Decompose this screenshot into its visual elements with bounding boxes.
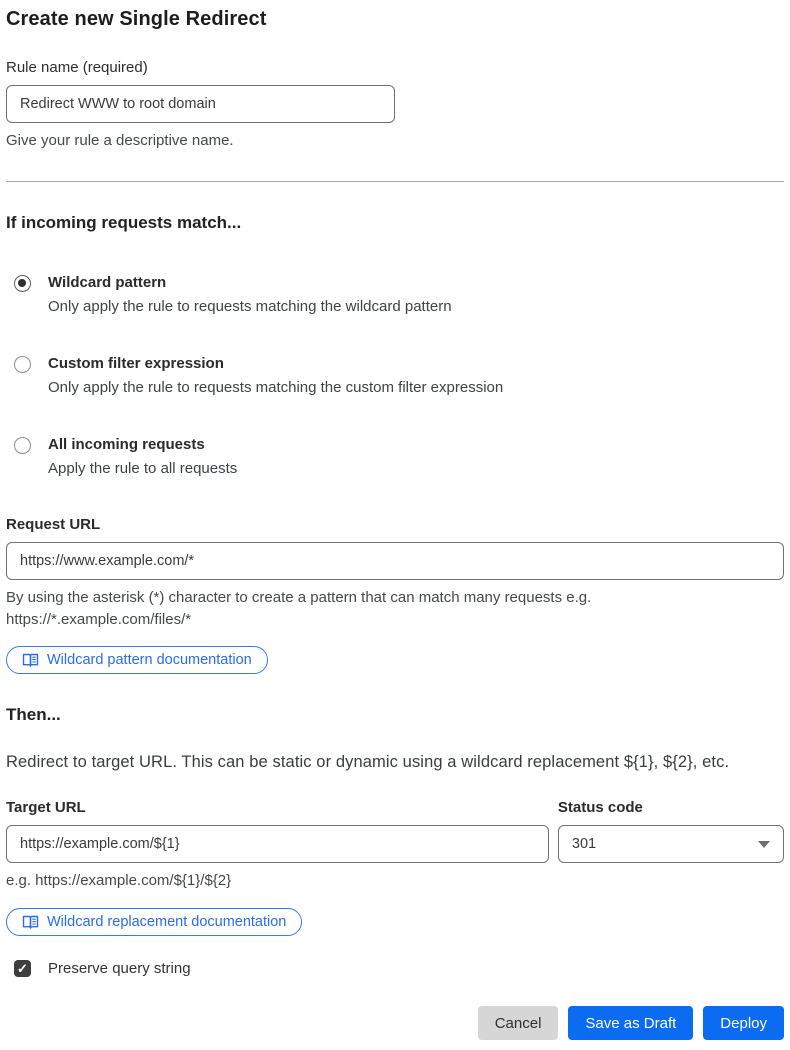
radio-option-description: Only apply the rule to requests matching the custom filter expression	[48, 379, 504, 397]
radio-option-description: Only apply the rule to requests matching the wildcard pattern	[48, 298, 452, 316]
book-icon	[22, 653, 39, 668]
wildcard-pattern-doc-button[interactable]	[6, 646, 268, 674]
status-code-label: Status code	[557, 799, 643, 817]
request-url-helper-line2: https://*.example.com/files/*	[6, 610, 192, 628]
match-type-radio-group	[6, 273, 784, 479]
radio-option-description: Apply the rule to all requests	[48, 460, 238, 478]
radio-option-label: Wildcard pattern	[48, 273, 167, 291]
radio-button-icon[interactable]	[14, 275, 31, 292]
rule-name-field	[6, 59, 784, 152]
radio-button-icon[interactable]	[14, 437, 31, 454]
wildcard-pattern-doc-button-label: Wildcard pattern documentation	[47, 652, 252, 669]
rule-name-helper: Give your rule a descriptive name.	[6, 132, 234, 149]
save-as-draft-button[interactable]: Save as Draft	[568, 1006, 693, 1040]
footer-actions	[6, 1006, 784, 1040]
section-divider	[6, 181, 784, 182]
book-icon	[22, 915, 39, 930]
checkbox-icon[interactable]	[14, 960, 31, 977]
request-url-field	[6, 516, 784, 675]
match-section-heading: If incoming requests match...	[6, 212, 242, 232]
then-section-heading: Then...	[6, 705, 61, 725]
deploy-button[interactable]: Deploy	[703, 1006, 784, 1040]
target-url-input[interactable]	[6, 825, 549, 863]
radio-option-label: All incoming requests	[48, 435, 205, 453]
rule-name-input[interactable]	[6, 85, 395, 123]
target-url-field	[6, 799, 549, 892]
radio-option-custom-filter[interactable]	[6, 354, 784, 398]
radio-option-label: Custom filter expression	[48, 354, 224, 372]
chevron-down-icon	[758, 841, 770, 848]
radio-option-all-requests[interactable]	[6, 435, 784, 479]
preserve-query-string-label: Preserve query string	[48, 960, 191, 977]
request-url-helper-line1: By using the asterisk (*) character to create a pattern that can match many requests e.g.	[6, 588, 592, 606]
preserve-query-string-row[interactable]	[6, 960, 784, 977]
cancel-button[interactable]: Cancel	[478, 1006, 559, 1040]
wildcard-replacement-doc-button[interactable]	[6, 908, 302, 936]
status-code-selected-value: 301	[571, 836, 597, 853]
then-section-description: Redirect to target URL. This can be static or dynamic using a wildcard replacement ${1}, ${2}, etc.	[6, 753, 730, 772]
request-url-input[interactable]	[6, 542, 784, 580]
target-status-row	[6, 799, 784, 892]
request-url-label: Request URL	[6, 515, 101, 533]
radio-button-icon[interactable]	[14, 356, 31, 373]
page-title: Create new Single Redirect	[6, 8, 267, 30]
status-code-field	[558, 799, 784, 892]
wildcard-replacement-doc-button-label: Wildcard replacement documentation	[47, 914, 287, 930]
target-url-label: Target URL	[6, 799, 86, 817]
radio-option-wildcard-pattern[interactable]	[6, 273, 784, 317]
rule-name-label: Rule name (required)	[6, 59, 148, 76]
request-url-helper	[6, 587, 784, 631]
status-code-select[interactable]	[558, 825, 784, 863]
target-url-helper: e.g. https://example.com/${1}/${2}	[6, 872, 232, 890]
